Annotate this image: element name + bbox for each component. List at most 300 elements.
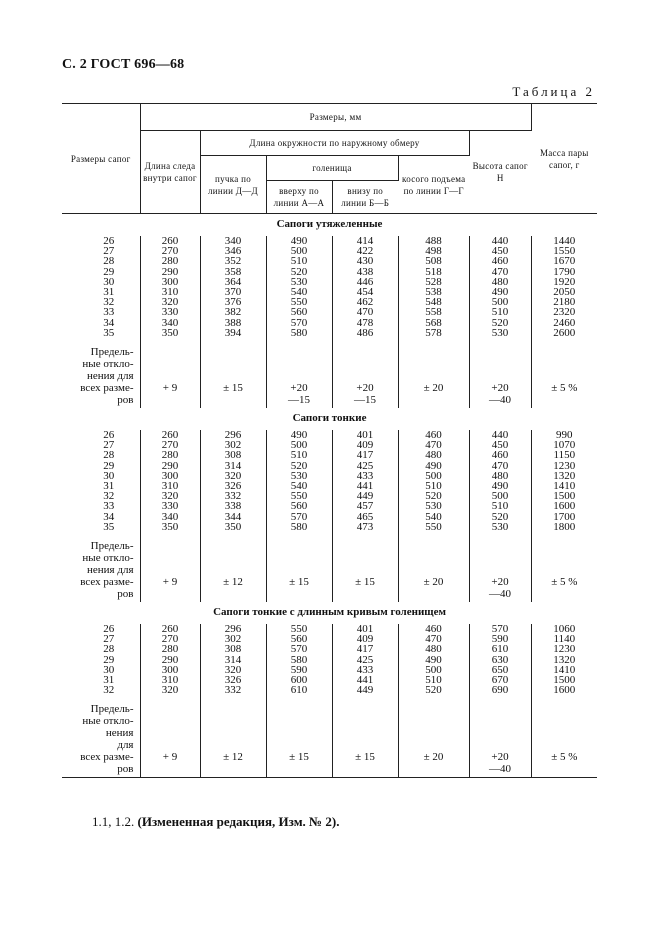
- table-cell: 2180: [553, 296, 576, 309]
- table-cell: 35: [62, 522, 140, 532]
- table-cell: 520: [266, 267, 332, 277]
- table-cell: 548: [398, 297, 469, 307]
- tolerance-cell: [200, 338, 266, 408]
- tolerance-value: ± 5 %: [551, 576, 578, 589]
- table-cell: 490: [469, 481, 531, 491]
- table-cell: 270: [140, 246, 200, 256]
- spacer: [203, 588, 264, 600]
- table-cell: 478: [332, 318, 398, 328]
- table-cell: 260: [140, 624, 200, 634]
- table-cell: 382: [200, 307, 266, 317]
- table-cell: 2460: [553, 316, 576, 329]
- table-cell: 33: [62, 307, 140, 317]
- table-row: [62, 471, 597, 481]
- table-cell: 425: [332, 461, 398, 471]
- tolerance-value: —40: [489, 763, 512, 776]
- table-cell: 28: [62, 256, 140, 266]
- table-cell: 27: [62, 440, 140, 450]
- table-cell: 330: [140, 501, 200, 511]
- table-cell: 465: [332, 512, 398, 522]
- table-cell: 33: [62, 501, 140, 511]
- table-head: [62, 104, 597, 214]
- spacer: [203, 394, 264, 406]
- table-cell: 500: [469, 491, 531, 501]
- table-cell: 308: [200, 644, 266, 654]
- table-cell: 440: [469, 236, 531, 246]
- table-cell: 290: [140, 461, 200, 471]
- table-cell: 510: [266, 450, 332, 460]
- table-cell: 302: [200, 440, 266, 450]
- table-cell: 438: [332, 267, 398, 277]
- tolerance-cell: [200, 695, 266, 778]
- table-cell: 530: [469, 522, 531, 532]
- table-cell: 401: [332, 624, 398, 634]
- table-cell: 1550: [553, 245, 576, 258]
- table-row: [62, 675, 597, 685]
- tolerance-value: ± 12: [223, 751, 243, 764]
- spacer: [534, 588, 596, 600]
- table-cell: 580: [266, 522, 332, 532]
- tolerance-cell: [469, 532, 531, 602]
- table-row: [62, 655, 597, 665]
- table-cell: 30: [62, 277, 140, 287]
- table-cell: 1440: [553, 235, 576, 247]
- table-cell: 1670: [553, 255, 576, 268]
- table-cell: 520: [398, 685, 469, 695]
- table-cell: 260: [140, 430, 200, 440]
- table-cell: 1410: [553, 663, 576, 676]
- table-row: [62, 440, 597, 450]
- table-cell: 28: [62, 644, 140, 654]
- table-cell: 296: [200, 624, 266, 634]
- table-cell: 1500: [553, 674, 576, 687]
- page-header: С. 2 ГОСТ 696—68: [62, 57, 185, 72]
- table-row: [62, 634, 597, 644]
- table-cell: 332: [200, 685, 266, 695]
- table-cell: 528: [398, 277, 469, 287]
- table-cell: 446: [332, 277, 398, 287]
- header-height: Высота сапог Н: [469, 131, 531, 214]
- tolerance-value: ± 5 %: [551, 751, 578, 764]
- sizes-table: [62, 103, 597, 778]
- table-cell: 340: [140, 512, 200, 522]
- table-cell: 417: [332, 450, 398, 460]
- tolerance-cell: [266, 695, 332, 778]
- table-cell: 580: [266, 655, 332, 665]
- tolerance-label-line: нения для: [87, 564, 134, 577]
- table-cell: 1600: [553, 500, 576, 513]
- tolerance-cell: [200, 532, 266, 602]
- spacer: [401, 394, 467, 406]
- tolerance-value: +20: [491, 751, 509, 764]
- table-cell: 330: [140, 307, 200, 317]
- table-cell: 486: [332, 328, 398, 338]
- tolerance-label-line: Предель-: [90, 540, 134, 553]
- table-cell: 300: [140, 471, 200, 481]
- table-cell: 260: [140, 236, 200, 246]
- table-cell: 570: [469, 624, 531, 634]
- table-cell: 29: [62, 461, 140, 471]
- table-cell: 1230: [553, 459, 576, 472]
- table-cell: 1700: [553, 510, 576, 523]
- table-cell: 530: [469, 328, 531, 338]
- tolerance-label: [62, 695, 140, 778]
- section-title-row: [62, 214, 597, 237]
- tolerance-cell: [531, 338, 597, 408]
- table-cell: 490: [398, 655, 469, 665]
- table-cell: 34: [62, 318, 140, 328]
- tolerance-value: +20: [356, 382, 374, 395]
- table-cell: 332: [200, 491, 266, 501]
- table-cell: 449: [332, 685, 398, 695]
- tolerance-row: [62, 532, 597, 602]
- table-cell: 568: [398, 318, 469, 328]
- tolerance-cell: [398, 695, 469, 778]
- table-cell: 310: [140, 675, 200, 685]
- table-cell: 690: [469, 685, 531, 695]
- table-cell: 344: [200, 512, 266, 522]
- tolerance-label-line: всех разме-: [80, 382, 134, 395]
- table-row: [62, 297, 597, 307]
- table-cell: 470: [398, 634, 469, 644]
- table-cell: 470: [398, 440, 469, 450]
- table-cell: 540: [398, 512, 469, 522]
- table-cell: 610: [469, 644, 531, 654]
- table-cell: 370: [200, 287, 266, 297]
- header-mass: Масса пары сапог, г: [531, 104, 597, 214]
- table-cell: 430: [332, 256, 398, 266]
- table-cell: 414: [332, 236, 398, 246]
- table-row: [62, 256, 597, 266]
- table-cell: 1600: [553, 684, 576, 697]
- table-cell: 1150: [553, 449, 576, 462]
- table-cell: 460: [398, 430, 469, 440]
- header-shaft: голенища: [266, 156, 398, 181]
- tolerance-value: ± 15: [355, 751, 375, 764]
- table-cell: 498: [398, 246, 469, 256]
- tolerance-value: ± 15: [223, 382, 243, 395]
- table-cell: 480: [469, 277, 531, 287]
- table-container: [62, 103, 597, 778]
- tolerance-value: ± 15: [289, 576, 309, 589]
- table-cell: 29: [62, 655, 140, 665]
- tolerance-label-line: всех разме-: [80, 751, 134, 764]
- table-cell: 1920: [553, 275, 576, 288]
- table-row: [62, 644, 597, 654]
- table-cell: 990: [556, 429, 573, 442]
- table-cell: 364: [200, 277, 266, 287]
- tolerance-value: ± 15: [289, 751, 309, 764]
- footer-amendment: (Измененная редакция, Изм. № 2).: [137, 814, 340, 829]
- table-cell: 450: [469, 440, 531, 450]
- tolerance-row: [62, 338, 597, 408]
- spacer: [335, 588, 396, 600]
- section-title-row: [62, 408, 597, 430]
- table-cell: 520: [469, 512, 531, 522]
- table-cell: 417: [332, 644, 398, 654]
- section-title-row: [62, 602, 597, 624]
- footer-ref: 1.1, 1.2.: [92, 814, 135, 829]
- spacer: [203, 763, 264, 775]
- table-cell: 510: [469, 501, 531, 511]
- table-cell: 560: [266, 307, 332, 317]
- tolerance-cell: [398, 532, 469, 602]
- tolerance-value: +20: [491, 382, 509, 395]
- spacer: [143, 763, 198, 775]
- header-heel-length: Длина следа внутри сапог: [140, 131, 200, 214]
- table-row: [62, 287, 597, 297]
- table-cell: 1230: [553, 643, 576, 656]
- header-size: Размеры сапог: [62, 104, 140, 214]
- tolerance-label-line: нения для: [87, 370, 134, 383]
- table-cell: 290: [140, 267, 200, 277]
- table-cell: 570: [266, 644, 332, 654]
- table-cell: 490: [266, 430, 332, 440]
- tolerance-cell: [398, 338, 469, 408]
- table-cell: 314: [200, 461, 266, 471]
- tolerance-value: + 9: [162, 382, 178, 395]
- table-row: [62, 307, 597, 317]
- table-cell: 500: [398, 665, 469, 675]
- spacer: [143, 588, 198, 600]
- table-cell: 440: [469, 430, 531, 440]
- spacer: [335, 763, 396, 775]
- spacer: [534, 394, 596, 406]
- table-row: [62, 277, 597, 287]
- table-cell: 34: [62, 512, 140, 522]
- tolerance-value: ± 20: [423, 751, 444, 764]
- table-cell: 520: [398, 491, 469, 501]
- table-cell: 26: [62, 430, 140, 440]
- tolerance-value: ± 20: [423, 576, 444, 589]
- table-cell: 425: [332, 655, 398, 665]
- table-cell: 280: [140, 450, 200, 460]
- table-cell: 441: [332, 675, 398, 685]
- table-row: [62, 450, 597, 460]
- table-cell: 31: [62, 481, 140, 491]
- table-cell: 460: [398, 624, 469, 634]
- table-row: [62, 461, 597, 471]
- table-cell: 270: [140, 440, 200, 450]
- table-cell: 510: [398, 481, 469, 491]
- table-cell: 422: [332, 246, 398, 256]
- tolerance-cell: [332, 338, 398, 408]
- table-cell: 31: [62, 287, 140, 297]
- table-row: [62, 267, 597, 277]
- spacer: [401, 763, 467, 775]
- table-cell: 27: [62, 246, 140, 256]
- tolerance-value: —40: [489, 588, 512, 601]
- table-cell: 1070: [553, 439, 576, 452]
- table-cell: 433: [332, 471, 398, 481]
- table-cell: 320: [140, 491, 200, 501]
- table-cell: 1320: [553, 653, 576, 666]
- table-cell: 2600: [553, 326, 576, 339]
- table-cell: 350: [140, 328, 200, 338]
- tolerance-value: + 9: [162, 751, 178, 764]
- header-oblique: косого подъема по линии Г—Г: [398, 156, 469, 214]
- section-title: Сапоги тонкие: [292, 412, 367, 425]
- tolerance-label: [62, 338, 140, 408]
- header-bunch: пучка по линии Д—Д: [200, 156, 266, 214]
- table-cell: 540: [266, 481, 332, 491]
- tolerance-value: +20: [491, 576, 509, 589]
- table-row: [62, 624, 597, 634]
- tolerance-label-line: Предель-: [90, 703, 134, 716]
- table-row: [62, 328, 597, 338]
- table-row: [62, 512, 597, 522]
- table-cell: 296: [200, 430, 266, 440]
- tolerance-cell: [469, 695, 531, 778]
- spacer: [269, 763, 330, 775]
- table-cell: 520: [266, 461, 332, 471]
- table-cell: 32: [62, 685, 140, 695]
- tolerance-cell: [140, 695, 200, 778]
- tolerance-value: ± 12: [223, 576, 243, 589]
- tolerance-cell: [332, 695, 398, 778]
- table-cell: 550: [398, 522, 469, 532]
- table-cell: 388: [200, 318, 266, 328]
- table-cell: 500: [266, 440, 332, 450]
- table-cell: 570: [266, 512, 332, 522]
- tolerance-label-line: для: [117, 739, 134, 752]
- tolerance-label-line: ные откло-: [82, 358, 134, 371]
- tolerance-value: —15: [288, 394, 310, 407]
- table-cell: 31: [62, 675, 140, 685]
- tolerance-label-line: ров: [117, 763, 134, 776]
- table-cell: 2050: [553, 286, 576, 299]
- table-cell: 578: [398, 328, 469, 338]
- table-cell: 450: [469, 246, 531, 256]
- tolerance-label-line: ров: [117, 588, 134, 601]
- table-cell: 314: [200, 655, 266, 665]
- table-cell: 480: [398, 644, 469, 654]
- table-cell: 460: [469, 256, 531, 266]
- table-cell: 441: [332, 481, 398, 491]
- table-cell: 480: [469, 471, 531, 481]
- table-cell: 320: [140, 297, 200, 307]
- table-cell: 490: [469, 287, 531, 297]
- table-cell: 510: [266, 256, 332, 266]
- table-row: [62, 522, 597, 532]
- tolerance-value: —40: [489, 394, 512, 407]
- table-cell: 302: [200, 634, 266, 644]
- table-cell: 300: [140, 665, 200, 675]
- table-cell: 650: [469, 665, 531, 675]
- header-circumference: Длина окружности по наружному обмеру: [200, 131, 469, 156]
- table-cell: 326: [200, 481, 266, 491]
- table-cell: 480: [398, 450, 469, 460]
- table-cell: 510: [398, 675, 469, 685]
- table-cell: 510: [469, 307, 531, 317]
- table-cell: 460: [469, 450, 531, 460]
- tolerance-label-line: ров: [117, 394, 134, 407]
- table-cell: 470: [469, 461, 531, 471]
- table-cell: 1500: [553, 490, 576, 503]
- table-cell: 473: [332, 522, 398, 532]
- footer-note: [92, 814, 339, 830]
- table-cell: 338: [200, 501, 266, 511]
- table-row: [62, 685, 597, 695]
- table-cell: 1790: [553, 265, 576, 278]
- header-dimensions: Размеры, мм: [140, 104, 531, 131]
- table-caption: Таблица 2: [512, 84, 595, 99]
- tolerance-label-line: ные откло-: [82, 715, 134, 728]
- table-cell: 500: [266, 246, 332, 256]
- spacer: [143, 394, 198, 406]
- table-cell: 310: [140, 287, 200, 297]
- table-row: [62, 318, 597, 328]
- tolerance-value: + 9: [162, 576, 178, 589]
- table-cell: 590: [469, 634, 531, 644]
- table-cell: 320: [140, 685, 200, 695]
- table-cell: 630: [469, 655, 531, 665]
- table-cell: 490: [398, 461, 469, 471]
- tolerance-label: [62, 532, 140, 602]
- tolerance-label-line: нения: [105, 727, 134, 740]
- table-cell: 2320: [553, 306, 576, 319]
- tolerance-label-line: ные откло-: [82, 552, 134, 565]
- table-cell: 394: [200, 328, 266, 338]
- table-cell: 462: [332, 297, 398, 307]
- table-cell: 1060: [553, 623, 576, 636]
- table-cell: 409: [332, 634, 398, 644]
- table-cell: 470: [469, 267, 531, 277]
- table-row: [62, 665, 597, 675]
- table-row: [62, 501, 597, 511]
- spacer: [401, 588, 467, 600]
- table-cell: 1320: [553, 469, 576, 482]
- tolerance-label-line: всех разме-: [80, 576, 134, 589]
- tolerance-cell: [531, 532, 597, 602]
- table-cell: 32: [62, 491, 140, 501]
- table-cell: 560: [266, 501, 332, 511]
- table-row: [62, 491, 597, 501]
- table-cell: 350: [140, 522, 200, 532]
- table-cell: 550: [266, 297, 332, 307]
- table-cell: 350: [200, 522, 266, 532]
- tolerance-cell: [140, 338, 200, 408]
- table-cell: 280: [140, 256, 200, 266]
- table-cell: 558: [398, 307, 469, 317]
- table-cell: 550: [266, 624, 332, 634]
- table-body: [62, 214, 597, 778]
- table-cell: 358: [200, 267, 266, 277]
- table-cell: 488: [398, 236, 469, 246]
- table-cell: 670: [469, 675, 531, 685]
- table-cell: 1140: [553, 633, 576, 646]
- table-cell: 580: [266, 328, 332, 338]
- table-cell: 401: [332, 430, 398, 440]
- spacer: [269, 588, 330, 600]
- table-cell: 570: [266, 318, 332, 328]
- table-cell: 530: [266, 471, 332, 481]
- table-cell: 560: [266, 634, 332, 644]
- table-cell: 500: [398, 471, 469, 481]
- tolerance-value: ± 15: [355, 576, 375, 589]
- tolerance-cell: [332, 532, 398, 602]
- table-cell: 518: [398, 267, 469, 277]
- table-cell: 320: [200, 471, 266, 481]
- table-cell: 590: [266, 665, 332, 675]
- table-row: [62, 430, 597, 440]
- tolerance-cell: [531, 695, 597, 778]
- table-cell: 454: [332, 287, 398, 297]
- table-row: [62, 481, 597, 491]
- tolerance-value: ± 20: [423, 382, 444, 395]
- header-shaft-top: вверху по линии А—А: [266, 181, 332, 214]
- table-cell: 1410: [553, 480, 576, 493]
